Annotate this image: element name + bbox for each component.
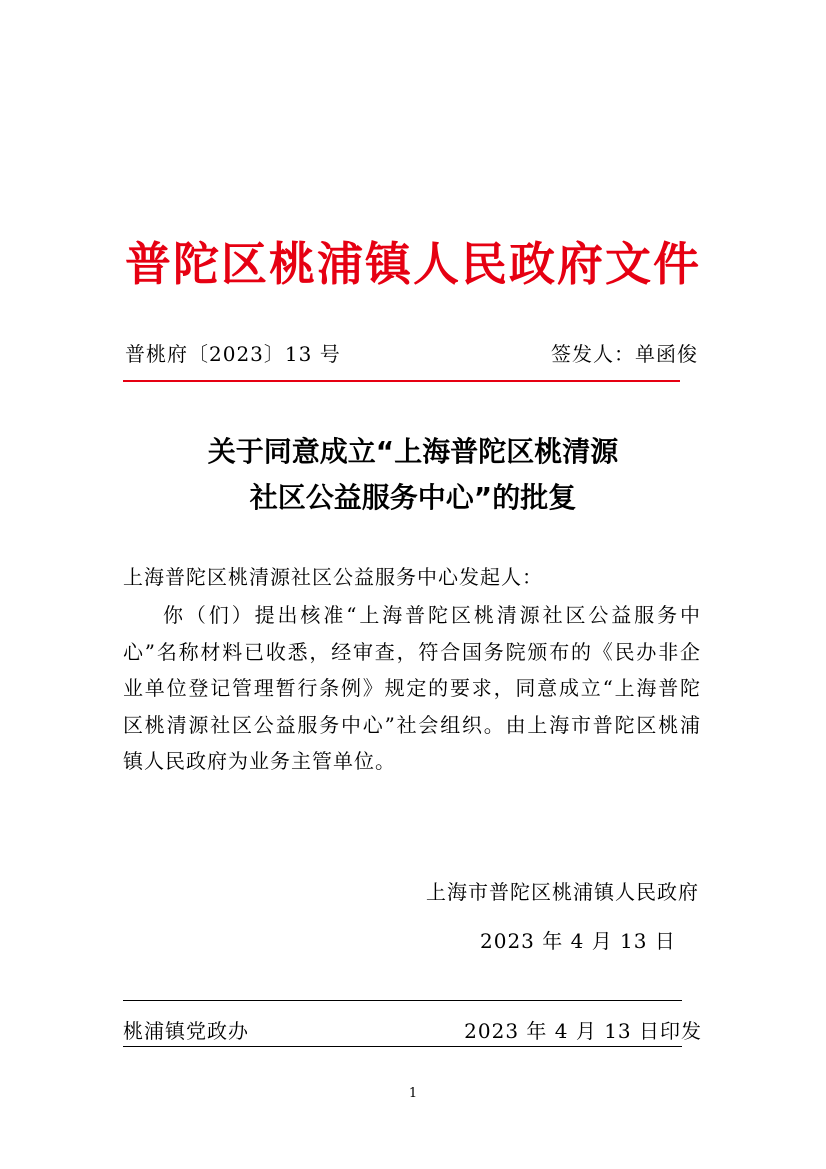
footer-office: 桃浦镇党政办 (123, 1019, 249, 1043)
signer: 签发人：单函俊 (551, 342, 698, 366)
addressee: 上海普陀区桃清源社区公益服务中心发起人： (123, 565, 543, 589)
document-title-line-1: 关于同意成立“上海普陀区桃清源 (207, 435, 619, 468)
document-title-line-2: 社区公益服务中心”的批复 (249, 481, 577, 514)
footer-rule-top (123, 1000, 682, 1001)
issuing-authority: 上海市普陀区桃浦镇人民政府 (426, 880, 699, 904)
page-number: 1 (408, 1086, 418, 1101)
issue-date: 2023 年 4 月 13 日 (480, 929, 676, 953)
footer-print-date: 2023 年 4 月 13 日印发 (464, 1019, 702, 1043)
red-divider (123, 380, 680, 382)
footer-rule-bottom (123, 1046, 682, 1047)
document-number: 普桃府〔2023〕13 号 (125, 342, 341, 366)
body-paragraph: 你（们）提出核准“上海普陀区桃清源社区公益服务中心”名称材料已收悉，经审查，符合国务院颁布的《民办非企业单位登记管理暂行条例》规定的要求，同意成立“上海普陀区桃清源社区公益服务中心”社会组织。由上海市普陀区桃浦镇人民政府为业务主管单位。 (123, 603, 701, 773)
masthead-title: 普陀区桃浦镇人民政府文件 (125, 237, 701, 291)
